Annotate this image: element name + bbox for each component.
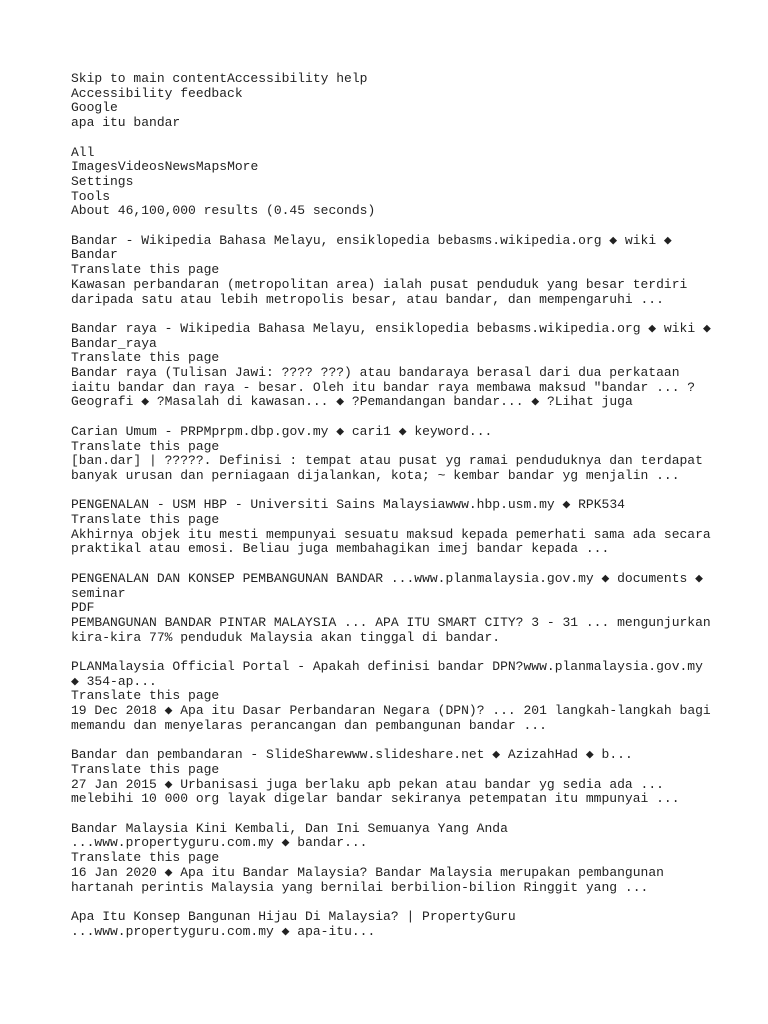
skip-to-main-link[interactable]: Skip to main content <box>71 71 228 86</box>
result-snippet: Kawasan perbandaran (metropolitan area) ialah pusat penduduk yang besar terdiri daripada satu atau lebih metropolis besar, atau bandar, dan mempengaruhi ... <box>71 276 696 307</box>
result-title-link[interactable]: PENGENALAN - USM HBP - Universiti Sains Malaysia <box>71 497 446 513</box>
tab-videos[interactable]: Videos <box>117 159 165 175</box>
search-result <box>71 320 719 410</box>
result-title-link[interactable]: Carian Umum - PRPM <box>71 423 212 439</box>
settings-link[interactable]: Settings <box>71 173 134 189</box>
accessibility-links-row <box>71 72 711 87</box>
result-snippet: Bandar raya (Tulisan Jawi: ???? ???) atau bandaraya berasal dari dua perkataan iaitu bandar dan raya - besar. Oleh itu bandar raya membawa maksud "bandar ... ?Geografi ◆ ?Masalah di kawasan... ◆ ?Pemandangan bandar... ◆ ?Lihat juga <box>71 365 696 410</box>
result-title-link[interactable]: Apa Itu Konsep Bangunan Hijau Di Malaysia? | PropertyGuru <box>71 908 516 924</box>
result-url: www.planmalaysia.gov.my ◆ documents ◆ seminar <box>71 570 711 601</box>
accessibility-feedback-link[interactable]: Accessibility feedback <box>71 85 243 101</box>
search-query[interactable]: apa itu bandar <box>71 115 181 131</box>
result-url: www.planmalaysia.gov.my ◆ 354-ap... <box>71 659 711 689</box>
result-snippet: 27 Jan 2015 ◆ Urbanisasi juga berlaku apb pekan atau bandar yg sedia ada ... melebihi 10 000 org layak digelar bandar sekiranya petempatan itu mmpunyai ... <box>71 776 680 807</box>
translate-link[interactable]: Translate this page <box>71 438 220 454</box>
result-title-link[interactable]: PLANMalaysia Official Portal - Apakah definisi bandar DPN? <box>71 659 524 675</box>
search-result <box>71 910 711 939</box>
result-snippet: Akhirnya objek itu mesti mempunyai sesuatu maksud kepada pemerhati sama ada secara praktikal atau emosi. Beliau juga membahagikan imej bandar kepada ... <box>71 526 719 557</box>
result-url: ...www.propertyguru.com.my ◆ apa-itu... <box>71 923 376 939</box>
result-snippet: 16 Jan 2020 ◆ Apa itu Bandar Malaysia? Bandar Malaysia merupakan pembangunan hartanah perintis Malaysia yang bernilai berbilion-bilion Ringgit yang ... <box>71 864 672 895</box>
google-logo[interactable]: Google <box>71 100 118 116</box>
search-results-page <box>71 71 719 939</box>
pdf-tag: PDF <box>71 600 95 616</box>
tab-maps[interactable]: Maps <box>195 159 228 175</box>
tab-more[interactable]: More <box>227 159 259 175</box>
result-title-link[interactable]: Bandar dan pembandaran - SlideShare <box>71 747 345 763</box>
translate-link[interactable]: Translate this page <box>71 688 220 704</box>
tools-link[interactable]: Tools <box>71 188 111 204</box>
search-result <box>71 822 711 896</box>
translate-link[interactable]: Translate this page <box>71 761 220 777</box>
result-url: ms.wikipedia.org ◆ wiki ◆ Bandar_raya <box>71 320 719 351</box>
search-tabs-row <box>71 160 711 175</box>
result-stats: About 46,100,000 results (0.45 seconds) <box>71 203 376 219</box>
result-url: www.slideshare.net ◆ AzizahHad ◆ b... <box>344 747 633 763</box>
translate-link[interactable]: Translate this page <box>71 512 220 528</box>
result-url: www.hbp.usm.my ◆ RPK534 <box>445 497 625 513</box>
result-url: www.propertyguru.com.my ◆ bandar... <box>94 835 368 851</box>
search-result <box>71 425 711 484</box>
result-url: prpm.dbp.gov.my ◆ cari1 ◆ keyword... <box>211 423 493 439</box>
result-title-link[interactable]: Bandar - Wikipedia Bahasa Melayu, ensiklopedia bebas <box>71 232 477 248</box>
accessibility-help-link[interactable]: Accessibility help <box>227 71 368 86</box>
result-title-link[interactable]: PENGENALAN DAN KONSEP PEMBANGUNAN BANDAR ... <box>71 570 415 586</box>
result-snippet: [ban.dar] | ?????. Definisi : tempat atau pusat yg ramai penduduknya dan terdapat banyak urusan dan perniagaan dijalankan, kota; ~ kembar bandar yg menjalin ... <box>71 453 711 483</box>
tab-news[interactable]: News <box>164 159 196 175</box>
search-result <box>71 234 711 308</box>
result-snippet: 19 Dec 2018 ◆ Apa itu Dasar Perbandaran Negara (DPN)? ... 201 langkah-langkah bagi memandu dan menyelaras perancangan dan pembangunan bandar ... <box>71 703 719 733</box>
tab-images[interactable]: Images <box>71 159 118 175</box>
search-result <box>71 748 711 807</box>
result-title-link[interactable]: Bandar Malaysia Kini Kembali, Dan Ini Semuanya Yang Anda ... <box>71 820 516 851</box>
search-result <box>71 570 719 646</box>
translate-link[interactable]: Translate this page <box>71 262 220 278</box>
tab-all[interactable]: All <box>71 144 95 160</box>
search-result <box>71 659 719 734</box>
translate-link[interactable]: Translate this page <box>71 850 220 866</box>
translate-link[interactable]: Translate this page <box>71 350 220 366</box>
search-result <box>71 497 719 557</box>
result-title-link[interactable]: Bandar raya - Wikipedia Bahasa Melayu, ensiklopedia bebas <box>71 320 516 336</box>
result-url: ms.wikipedia.org ◆ wiki ◆ Bandar <box>71 232 680 263</box>
result-snippet: PEMBANGUNAN BANDAR PINTAR MALAYSIA ... APA ITU SMART CITY? 3 - 31 ... mengunjurkan kira-kira 77% penduduk Malaysia akan tinggal di bandar. <box>71 614 719 645</box>
